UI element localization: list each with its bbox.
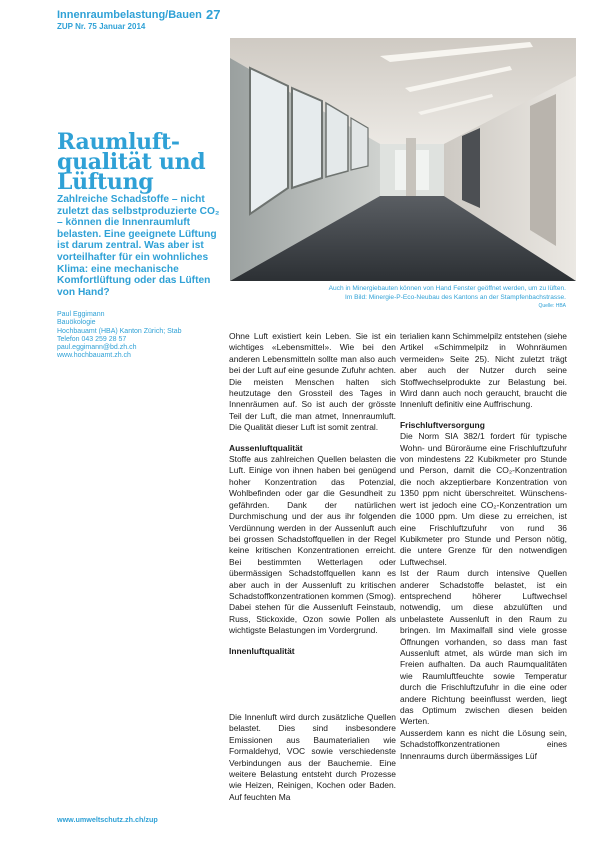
- photo-caption: [230, 284, 566, 303]
- author-office: Hochbauamt (HBA) Kanton Zürich; Stab: [57, 327, 182, 335]
- aussenluft-paragraph: Stoffe aus zahlreichen Quellen belasten die Luft. Einige von ihnen haben bei genügend hoher Konzentration das Potenzial, Wohlbefinden oder gar die Gesundheit zu gefährden. Dank der natürlichen Durchmischung und der aus ihr folgenden Verdünnung werden in der Aussenluft auch bei grossen Schadstoffquellen in der Regel keine kritischen Konzentrationen erreicht. Bei bestimmten Wetterlagen oder übermässigen Schadstoffquellen kann es aber auch in der Aussenluft zu kritischen Schadstoffkonzentrationen kommen (Smog). Dabei stehen für die Aussenluft Feinstaub, Russ, Stickoxide, Ozon sowie Pollen als wichtigste Belastungen im Vordergrund.: [229, 454, 396, 636]
- innenluft-paragraph-part-2: terialien kann Schimmelpilz entstehen (siehe Artikel «Schimmelpilz in Wohnräumen vermeiden» Seite 25). Nicht zuletzt trägt aber auch der Nutzer durch seine Stoffwechselprodukte zur Belastung bei. Wird dann auch noch geraucht, braucht die Innenluft definitiv eine Auffrischung.: [400, 331, 567, 410]
- body-column-1: [229, 331, 396, 657]
- author-name: Paul Eggimann: [57, 311, 105, 318]
- footer-url[interactable]: www.umweltschutz.zh.ch/zup: [57, 815, 158, 824]
- caption-line-1: Auch in Minergiebauten können von Hand Fenster geöffnet werden, um zu lüften.: [328, 285, 566, 292]
- body-column-1-innen: [229, 712, 396, 803]
- frischluft-paragraph-2: Ist der Raum durch intensive Quellen anderer Schadstoffe belastet, ist ein entsprechend höherer Luftwechsel notwendig, um diese abzulüften und unbelastete Aussenluft in den Raum zu bringen. Im Maximalfall sind viele grosse Öffnungen vorhanden, so dass man fast Aussenluft atmet, als würde man sich im Freien aufhalten. Da auch Raumqualitäten wie Raumluftfeuchte sowie Temperatur durch die Frischluftzufuhr in die eine oder andere Richtung beeinflusst werden, liegt das Optimum zwischen diesen beiden Werten.: [400, 568, 567, 727]
- issue-label: ZUP Nr. 75 Januar 2014: [57, 22, 146, 31]
- author-role: Bauökologie: [57, 319, 96, 327]
- heading-frischluft: Frischluftversorgung: [400, 419, 485, 430]
- intro-paragraph: Ohne Luft existiert kein Leben. Sie ist ein wichtiges «Lebensmittel». Wie bei den anderen Lebensmitteln sollte man also auch bei der Luft auf eine gesunde Zufuhr achten. Die meisten Menschen halten sich heutzutage den Grossteil des Tages in Innenräumen auf. So ist auch der grösste Teil der Luft, die man atmet, Innenraumluft. Die Qualität dieser Luft ist somit zentral.: [229, 331, 396, 433]
- author-phone: Telefon 043 259 28 57: [57, 335, 127, 343]
- innenluft-paragraph-part-1: Die Innenluft wird durch zusätzliche Quellen belastet. Dies sind insbesondere Emissionen aus Baumaterialien wie Formaldehyd, VOC sowie verschiedenste Verbindungen aus der Bauchemie. Eine weitere Belastung entsteht durch Prozesse wie Heizen, Reinigen, Kochen oder Baden. Auf feuchten Ma: [229, 712, 396, 802]
- caption-line-2: Im Bild: Minergie-P-Eco-Neubau des Kantons an der Stampfenbachstrasse.: [344, 294, 566, 302]
- author-info: [57, 311, 227, 361]
- author-email[interactable]: paul.eggimann@bd.zh.ch: [57, 344, 137, 352]
- article-title: Raumluftqualität und Lüftung: [57, 129, 206, 195]
- photo-illustration: [230, 38, 576, 281]
- author-web[interactable]: www.hochbauamt.zh.ch: [57, 352, 131, 360]
- article-lead: Zahlreiche Schadstoffe – nicht zuletzt das selbstproduzierte CO₂ – können die Innenraumluft belasten. Eine geeignete Lüftung ist darum zentral. Was aber ist vorteilhafter für ein wohnliches Klima: eine mechanische Komfortlüftung oder das Lüften von Hand?: [57, 194, 220, 298]
- heading-innenluft: Innenluftqualität: [229, 645, 295, 656]
- frischluft-paragraph-3: Ausserdem kann es nicht die Lösung sein, Schadstoffkonzentrationen eines Innenraums durch übermässiges Lüf: [400, 727, 567, 761]
- office-corridor-photo: [230, 38, 576, 281]
- section-header: Innenraumbelastung/Bauen: [57, 9, 202, 21]
- heading-aussenluft: Aussenluftqualität: [229, 442, 303, 453]
- photo-credit: Quelle: HBA: [538, 303, 566, 309]
- body-column-2: [400, 331, 567, 762]
- page-number: 27: [206, 7, 221, 22]
- frischluft-paragraph-1: Die Norm SIA 382/1 fordert für typische Wohn- und Büroräume eine Frischluftzufuhr von mindestens 22 Kubikmeter pro Stunde und Person, damit die CO₂-Konzentration die noch akzeptierbare Konzentration von 1350 ppm nicht überschreitet. Wünschenswert ist jedoch eine CO₂-Konzentration um die 1000 ppm. Um diese zu erreichen, ist eine Frischluftzufuhr von rund 36 Kubikmeter pro Stunde und Person nötig, die untere Grenze für den notwendigen Luftwechsel.: [400, 431, 567, 567]
